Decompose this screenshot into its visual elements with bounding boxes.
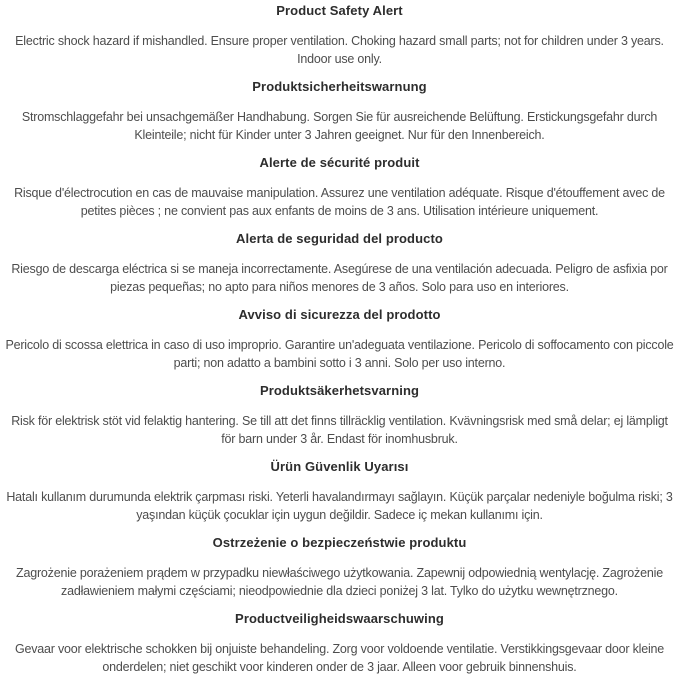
section-heading-turkish: Ürün Güvenlik Uyarısı bbox=[270, 459, 409, 474]
section-body-italian: Pericolo di scossa elettrica in caso di uso improprio. Garantire un'adeguata ventilazione. Pericolo di soffocamento con piccole parti; non adatto a bambini sotto i 3 anni. Solo per uso interno. bbox=[5, 338, 674, 370]
safety-section-turkish bbox=[4, 459, 675, 524]
section-body-french: Risque d'électrocution en cas de mauvaise manipulation. Assurez une ventilation adéquate. Risque d'étouffement avec de petites pièces ; ne convient pas aux enfants de moins de 3 ans. Utilisation intérieure uniquement. bbox=[14, 186, 665, 218]
safety-section-polish bbox=[4, 535, 675, 600]
section-heading-swedish: Produktsäkerhetsvarning bbox=[259, 383, 420, 398]
section-heading-dutch: Productveiligheidswaarschuwing bbox=[235, 611, 444, 626]
section-body-polish: Zagrożenie porażeniem prądem w przypadku niewłaściwego użytkowania. Zapewnij odpowiednią wentylację. Zagrożenie zadławieniem małymi częściami; nieodpowiednie dla dzieci poniżej 3 lat. Tylko do użytku wewnętrznego. bbox=[16, 566, 663, 598]
section-body-english: Electric shock hazard if mishandled. Ensure proper ventilation. Choking hazard small parts; not for children under 3 years. Indoor use only. bbox=[15, 34, 664, 66]
section-heading-french: Alerte de sécurité produit bbox=[259, 155, 420, 170]
safety-section-english bbox=[4, 3, 675, 68]
safety-section-italian bbox=[4, 307, 675, 372]
section-body-german: Stromschlaggefahr bei unsachgemäßer Handhabung. Sorgen Sie für ausreichende Belüftung. Erstickungsgefahr durch Kleinteile; nicht für Kinder unter 3 Jahren geeignet. Nur für den Innenbereich. bbox=[21, 110, 658, 142]
section-heading-italian: Avviso di sicurezza del prodotto bbox=[238, 307, 441, 322]
section-heading-spanish: Alerta de seguridad del producto bbox=[236, 231, 443, 246]
safety-section-swedish bbox=[4, 383, 675, 448]
section-heading-english: Product Safety Alert bbox=[276, 3, 403, 18]
section-body-dutch: Gevaar voor elektrische schokken bij onjuiste behandeling. Zorg voor voldoende ventilatie. Verstikkingsgevaar door kleine onderdelen; niet geschikt voor kinderen onder de 3 jaar. Alleen voor gebruik binnenshuis. bbox=[14, 642, 665, 674]
section-heading-german: Produktsicherheitswarnung bbox=[252, 79, 427, 94]
safety-section-dutch bbox=[4, 611, 675, 676]
section-body-swedish: Risk för elektrisk stöt vid felaktig hantering. Se till att det finns tillräcklig ventilation. Kvävningsrisk med små delar; ej lämpligt för barn under 3 år. Endast för inomhusbruk. bbox=[11, 414, 668, 446]
safety-section-spanish bbox=[4, 231, 675, 296]
safety-section-german bbox=[4, 79, 675, 144]
section-body-turkish: Hatalı kullanım durumunda elektrik çarpması riski. Yeterli havalandırmayı sağlayın. Küçük parçalar nedeniyle boğulma riski; 3 yaşından küçük çocuklar için uygun değildir. Sadece iç mekan kullanımı için. bbox=[6, 490, 673, 522]
safety-section-french bbox=[4, 155, 675, 220]
section-heading-polish: Ostrzeżenie o bezpieczeństwie produktu bbox=[212, 535, 467, 550]
section-body-spanish: Riesgo de descarga eléctrica si se maneja incorrectamente. Asegúrese de una ventilación adecuada. Peligro de asfixia por piezas pequeñas; no apto para niños menores de 3 años. Solo para uso en interiores. bbox=[11, 262, 668, 294]
